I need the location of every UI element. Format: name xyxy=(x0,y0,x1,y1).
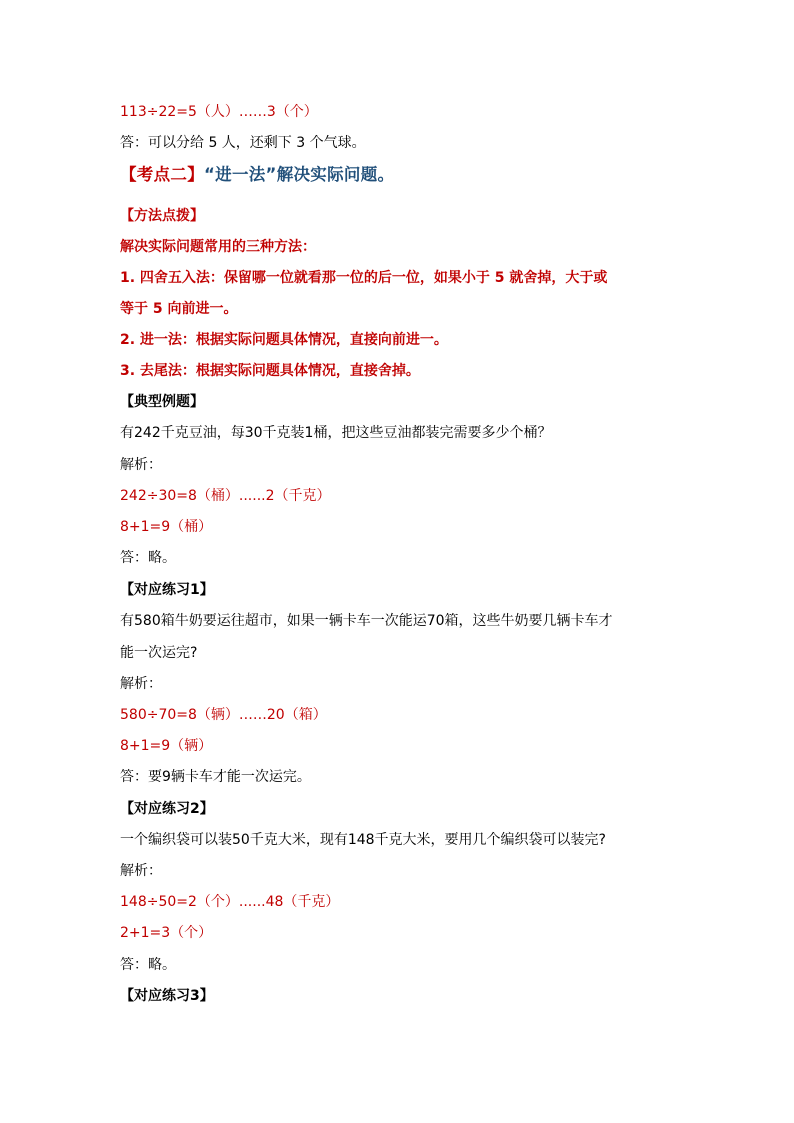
method-3: 3. 去尾法：根据实际问题具体情况，直接舍掉。 xyxy=(120,363,420,379)
method-tips-heading: 【方法点拨】 xyxy=(120,208,204,224)
practice-2-heading: 【对应练习2】 xyxy=(120,801,214,817)
practice-1-calc-1: 580÷70=8（辆）……20（箱） xyxy=(120,707,327,723)
section-heading-bracket: 【考点二】 xyxy=(120,165,204,184)
example-calc-1: 242÷30=8（桶）......2（千克） xyxy=(120,488,331,504)
answer-calc-line: 113÷22=5（人）……3（个） xyxy=(120,104,318,120)
method-intro: 解决实际问题常用的三种方法： xyxy=(120,239,316,255)
method-1-line-1: 1. 四舍五入法：保留哪一位就看那一位的后一位，如果小于 5 就舍掉，大于或 xyxy=(120,270,608,286)
answer-text-line: 答：可以分给 5 人，还剩下 3 个气球。 xyxy=(120,135,366,151)
practice-1-answer: 答：要9辆卡车才能一次运完。 xyxy=(120,769,311,785)
example-calc-2: 8+1=9（桶） xyxy=(120,519,213,535)
practice-3-heading: 【对应练习3】 xyxy=(120,988,214,1004)
practice-2-calc-2: 2+1=3（个） xyxy=(120,925,213,941)
example-heading: 【典型例题】 xyxy=(120,394,204,410)
example-analysis-label: 解析： xyxy=(120,457,162,473)
practice-1-question-line-2: 能一次运完? xyxy=(120,645,198,661)
example-answer: 答：略。 xyxy=(120,550,176,566)
practice-2-analysis-label: 解析： xyxy=(120,863,162,879)
practice-1-analysis-label: 解析： xyxy=(120,676,162,692)
practice-1-question-line-1: 有580箱牛奶要运往超市，如果一辆卡车一次能运70箱，这些牛奶要几辆卡车才 xyxy=(120,613,613,629)
practice-1-calc-2: 8+1=9（辆） xyxy=(120,738,213,754)
method-1-line-2: 等于 5 向前进一。 xyxy=(120,301,238,317)
practice-2-answer: 答：略。 xyxy=(120,957,176,973)
practice-2-calc-1: 148÷50=2（个）......48（千克） xyxy=(120,894,340,910)
section-heading xyxy=(120,165,394,185)
example-question: 有242千克豆油，每30千克装1桶，把这些豆油都装完需要多少个桶？ xyxy=(120,425,552,441)
section-heading-text: “进一法”解决实际问题。 xyxy=(204,165,395,184)
method-2: 2. 进一法：根据实际问题具体情况，直接向前进一。 xyxy=(120,332,448,348)
practice-2-question: 一个编织袋可以装50千克大米，现有148千克大米，要用几个编织袋可以装完? xyxy=(120,832,606,848)
practice-1-heading: 【对应练习1】 xyxy=(120,582,214,598)
